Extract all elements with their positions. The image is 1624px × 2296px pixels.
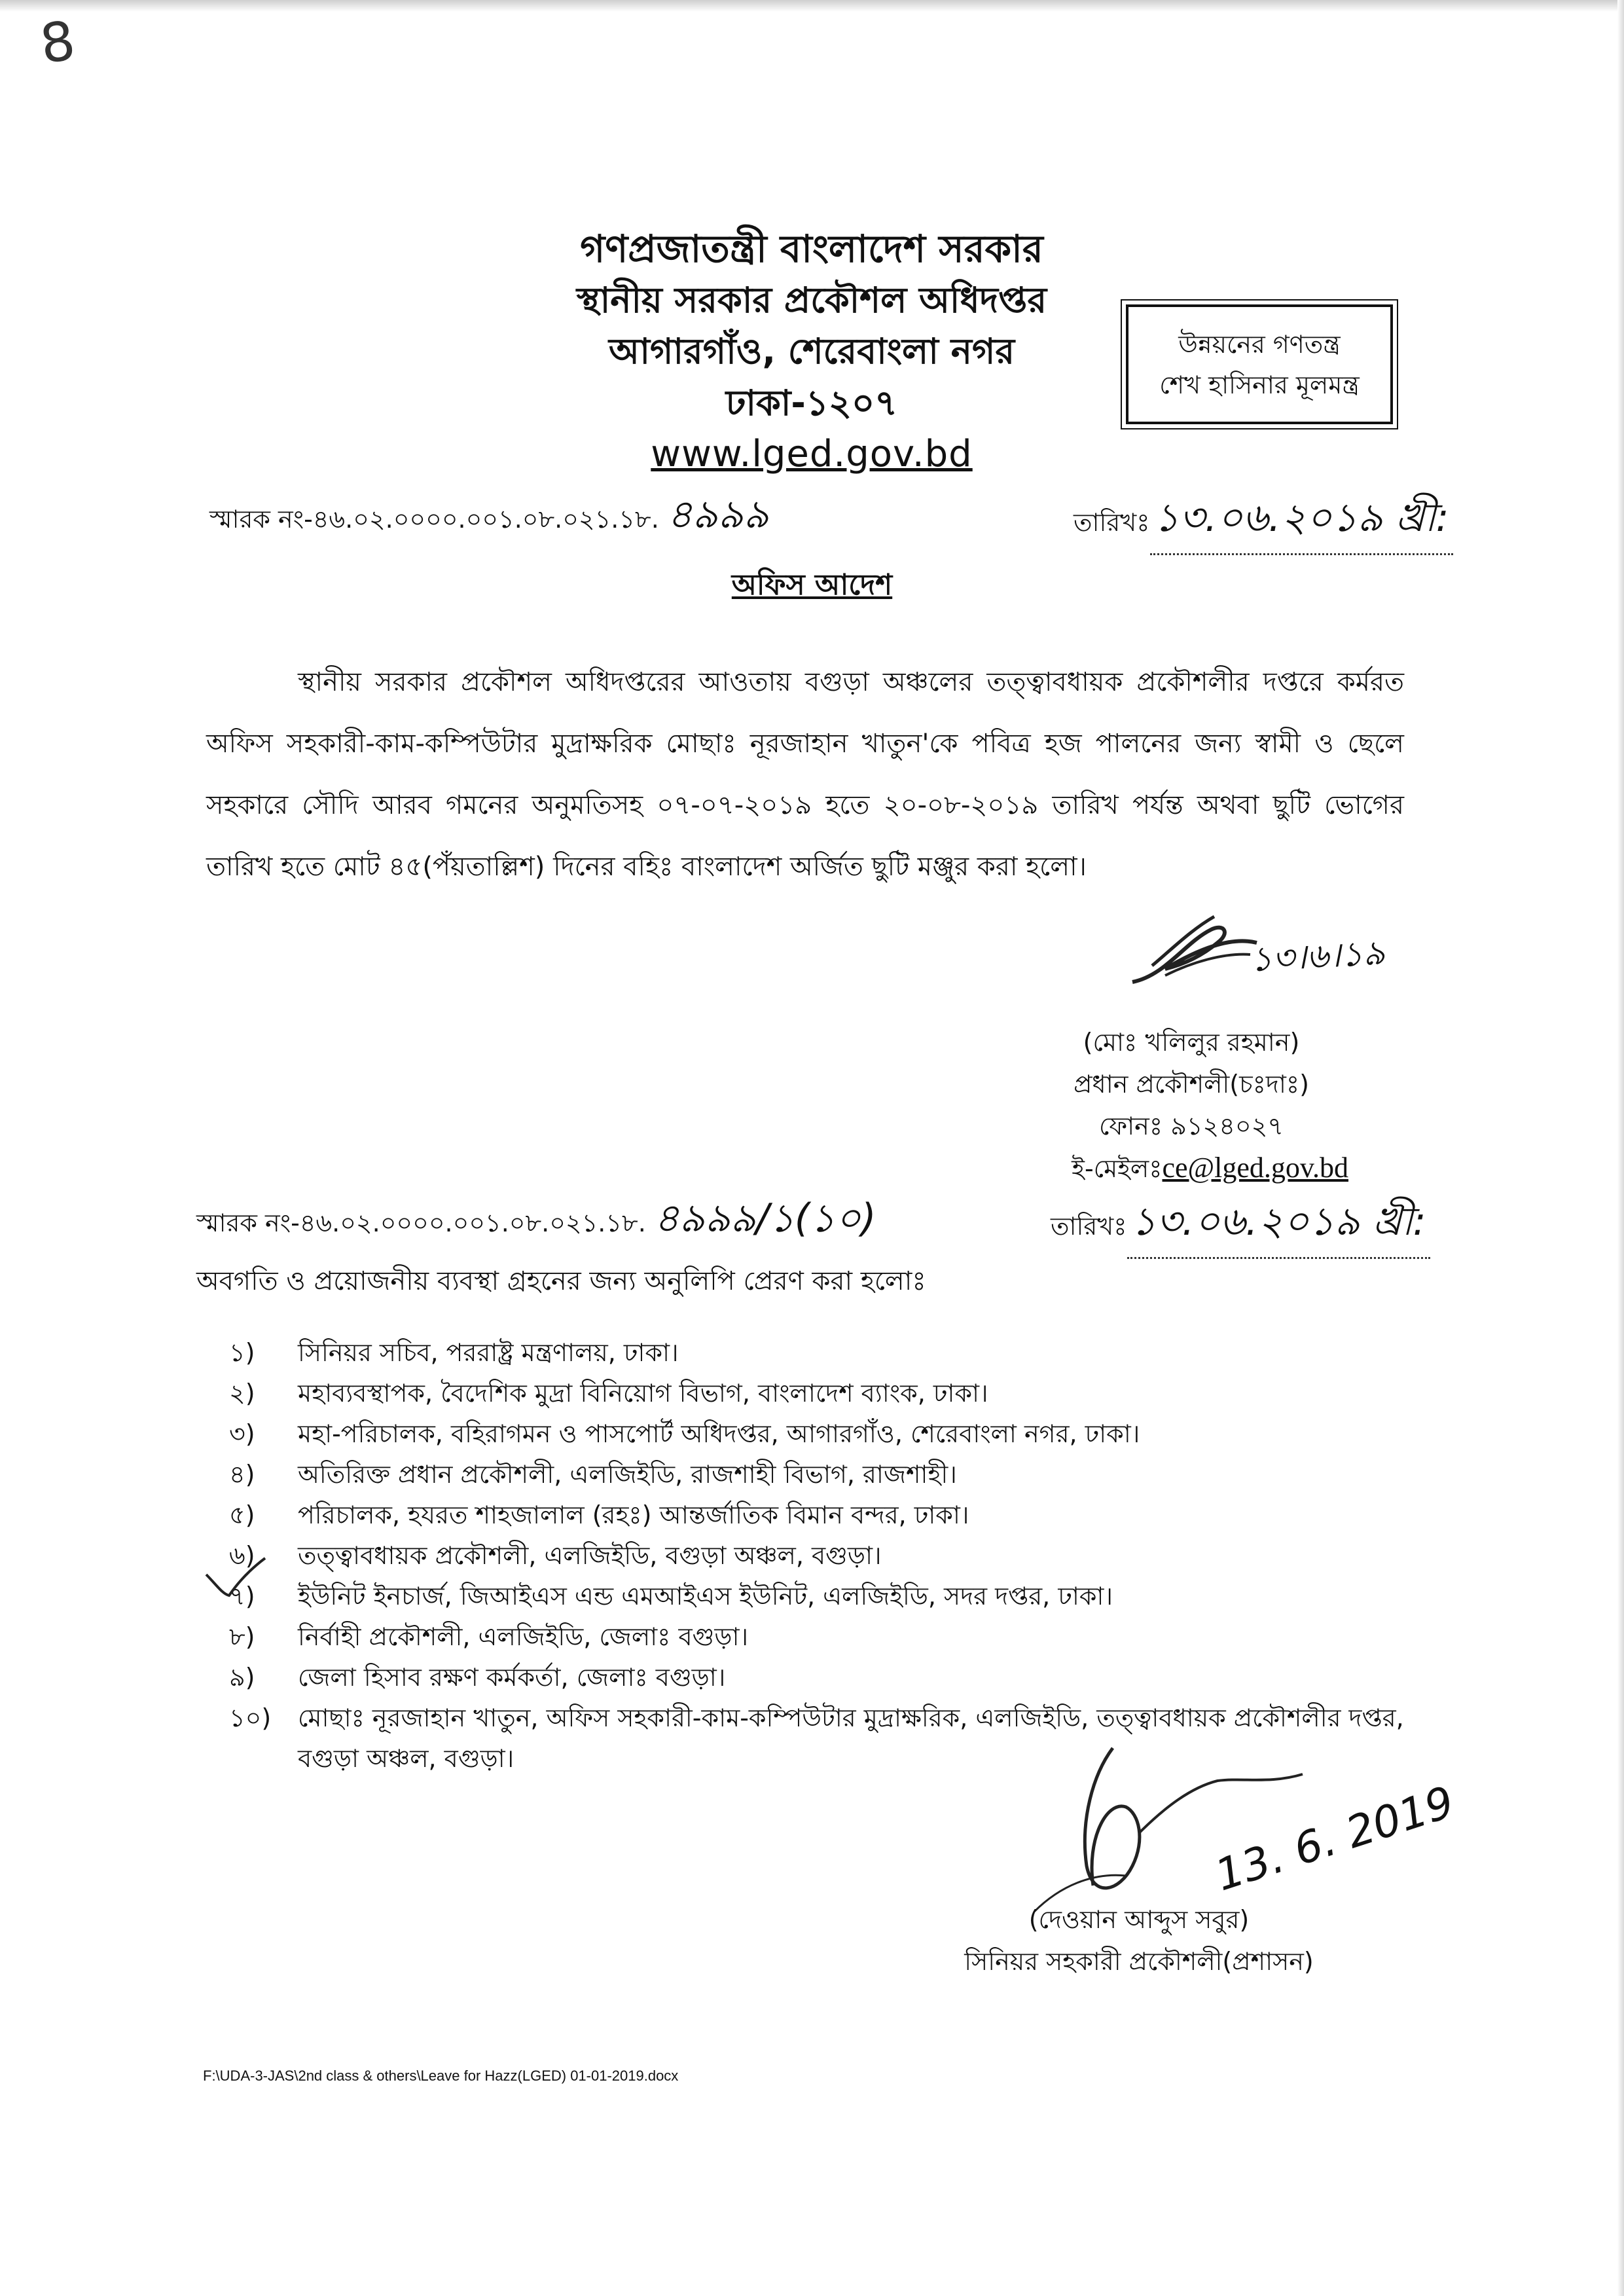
list-item: ২) মহাব্যবস্থাপক, বৈদেশিক মুদ্রা বিনিয়োগ বিভাগ, বাংলাদেশ ব্যাংক, ঢাকা। (229, 1379, 988, 1408)
letterhead (458, 223, 1165, 479)
copy-memo-handwritten-number: ৪৯৯৯/১(১০) (653, 1195, 876, 1241)
list-item: ৭) ইউনিট ইনচার্জ, জিআইএস এন্ড এমআইএস ইউনিট, এলজিইডি, সদর দপ্তর, ঢাকা। (229, 1582, 1113, 1611)
signer-1-email-link[interactable]: ce@lged.gov.bd (1162, 1152, 1348, 1184)
copy-date (1051, 1192, 1430, 1259)
list-item: ১) সিনিয়র সচিব, পররাষ্ট্র মন্ত্রণালয়, ঢাকা। (229, 1338, 679, 1367)
list-item: ৪) অতিরিক্ত প্রধান প্রকৌশলী, এলজিইডি, রাজশাহী বিভাগ, রাজশাহী। (229, 1460, 957, 1489)
scan-edge-right (1617, 0, 1624, 2296)
signer-1-block (1034, 1021, 1348, 1190)
memo-handwritten-number: ৪৯৯৯ (666, 492, 769, 538)
list-item: ৮) নির্বাহী প্রকৌশলী, এলজিইডি, জেলাঃ বগুড়া। (229, 1622, 749, 1651)
copy-date-label: তারিখঃ (1051, 1212, 1127, 1241)
memo-label: স্মারক নং-৪৬.০২.০০০০.০০১.০৮.০২১.১৮. (209, 505, 659, 534)
scan-edge-top (0, 0, 1624, 12)
copy-intro-text: অবগতি ও প্রয়োজনীয় ব্যবস্থা গ্রহনের জন্য অনুলিপি প্রেরণ করা হলোঃ (196, 1266, 926, 1296)
date-handwritten: ১৩.০৬.২০১৯ খ্রী: (1150, 488, 1453, 555)
list-item: ৩) মহা-পরিচালক, বহিরাগমন ও পাসপোর্ট অধিদপ্তর, আগারগাঁও, শেরেবাংলা নগর, ঢাকা। (229, 1419, 1140, 1448)
signature-1-date: ১৩।৬।১৯ (1249, 933, 1386, 980)
list-item: ৬) তত্ত্বাবধায়ক প্রকৌশলী, এলজিইডি, বগুড়া অঞ্চল, বগুড়া। (229, 1541, 882, 1570)
signature-2-date: 13. 6. 2019 (1209, 1776, 1460, 1901)
order-title: অফিস আদেশ (731, 568, 893, 602)
signer-1-designation: প্রধান প্রকৌশলী(চঃদাঃ) (1074, 1070, 1309, 1099)
checkmark-icon (203, 1555, 268, 1601)
list-item: ১০) মোছাঃ নূরজাহান খাতুন, অফিস সহকারী-কাম-কম্পিউটার মুদ্রাক্ষরিক, এলজিইডি, তত্ত্বাবধায়ক প্রকৌশলীর দপ্তর, বগুড়া অঞ্চল, বগুড়া। (229, 1704, 1404, 1773)
copy-date-handwritten: ১৩.০৬.২০১৯ খ্রী: (1127, 1192, 1430, 1259)
signer-2-designation: সিনিয়র সহকারী প্রকৌশলী(প্রশাসন) (964, 1947, 1314, 1976)
order-title-wrap (0, 563, 1624, 611)
order-date (1074, 488, 1453, 555)
slogan-line-1: উন্নয়নের গণতন্ত্র (1178, 329, 1341, 359)
government-name: গণপ্রজাতন্ত্রী বাংলাদেশ সরকার (580, 227, 1043, 271)
list-item: ৯) জেলা হিসাব রক্ষণ কর্মকর্তা, জেলাঃ বগুড়া। (229, 1663, 726, 1692)
signer-2-block (943, 1899, 1335, 1982)
date-label: তারিখঃ (1074, 508, 1150, 537)
list-item: ৫) পরিচালক, হযরত শাহজালাল (রহঃ) আন্তর্জাতিক বিমান বন্দর, ঢাকা। (229, 1501, 969, 1529)
order-memo-number (209, 484, 769, 550)
copy-memo-label: স্মারক নং-৪৬.০২.০০০০.০০১.০৮.০২১.১৮. (196, 1209, 646, 1237)
website-link[interactable]: www.lged.gov.bd (651, 433, 973, 475)
order-body: স্থানীয় সরকার প্রকৌশল অধিদপ্তরের আওতায় বগুড়া অঞ্চলের তত্ত্বাবধায়ক প্রকৌশলীর দপ্তরে কর্মরত অফিস সহকারী-কাম-কম্পিউটার মুদ্রাক্ষরিক মোছাঃ নূরজাহান খাতুন'কে পবিত্র হজ পালনের জন্য স্বামী ও ছেলে সহকারে সৌদি আরব গমনের অনুমতিসহ ০৭-০৭-২০১৯ হতে ২০-০৮-২০১৯ তারিখ পর্যন্ত অথবা ছুটি ভোগের তারিখ হতে মোট ৪৫(পঁয়তাল্লিশ) দিনের বহিঃ বাংলাদেশ অর্জিত ছুটি মঞ্জুর করা হলো। (206, 667, 1404, 882)
address-line-2: ঢাকা-১২০৭ (725, 382, 898, 424)
slogan-box (1126, 304, 1393, 424)
department-name: স্থানীয় সরকার প্রকৌশল অধিদপ্তর (576, 280, 1047, 321)
signer-1-email-row (1034, 1147, 1348, 1190)
signer-1-phone: ফোনঃ ৯১২৪০২৭ (1098, 1112, 1284, 1140)
signer-2-name: (দেওয়ান আব্দুস সবুর) (1028, 1905, 1250, 1934)
handwritten-page-number: 8 (36, 9, 79, 77)
address-line-1: আগারগাঁও, শেরেবাংলা নগর (608, 331, 1015, 372)
footer-file-path: F:\UDA-3-JAS\2nd class & others\Leave for Hazz(LGED) 01-01-2019.docx (203, 2068, 679, 2084)
email-label: ই-মেইলঃ (1072, 1154, 1163, 1183)
slogan-line-2: শেখ হাসিনার মূলমন্ত্র (1159, 370, 1360, 399)
copy-memo-number (196, 1188, 876, 1254)
recipient-list (229, 1332, 1440, 1779)
signer-1-name: (মোঃ খলিলুর রহমান) (1083, 1028, 1300, 1057)
